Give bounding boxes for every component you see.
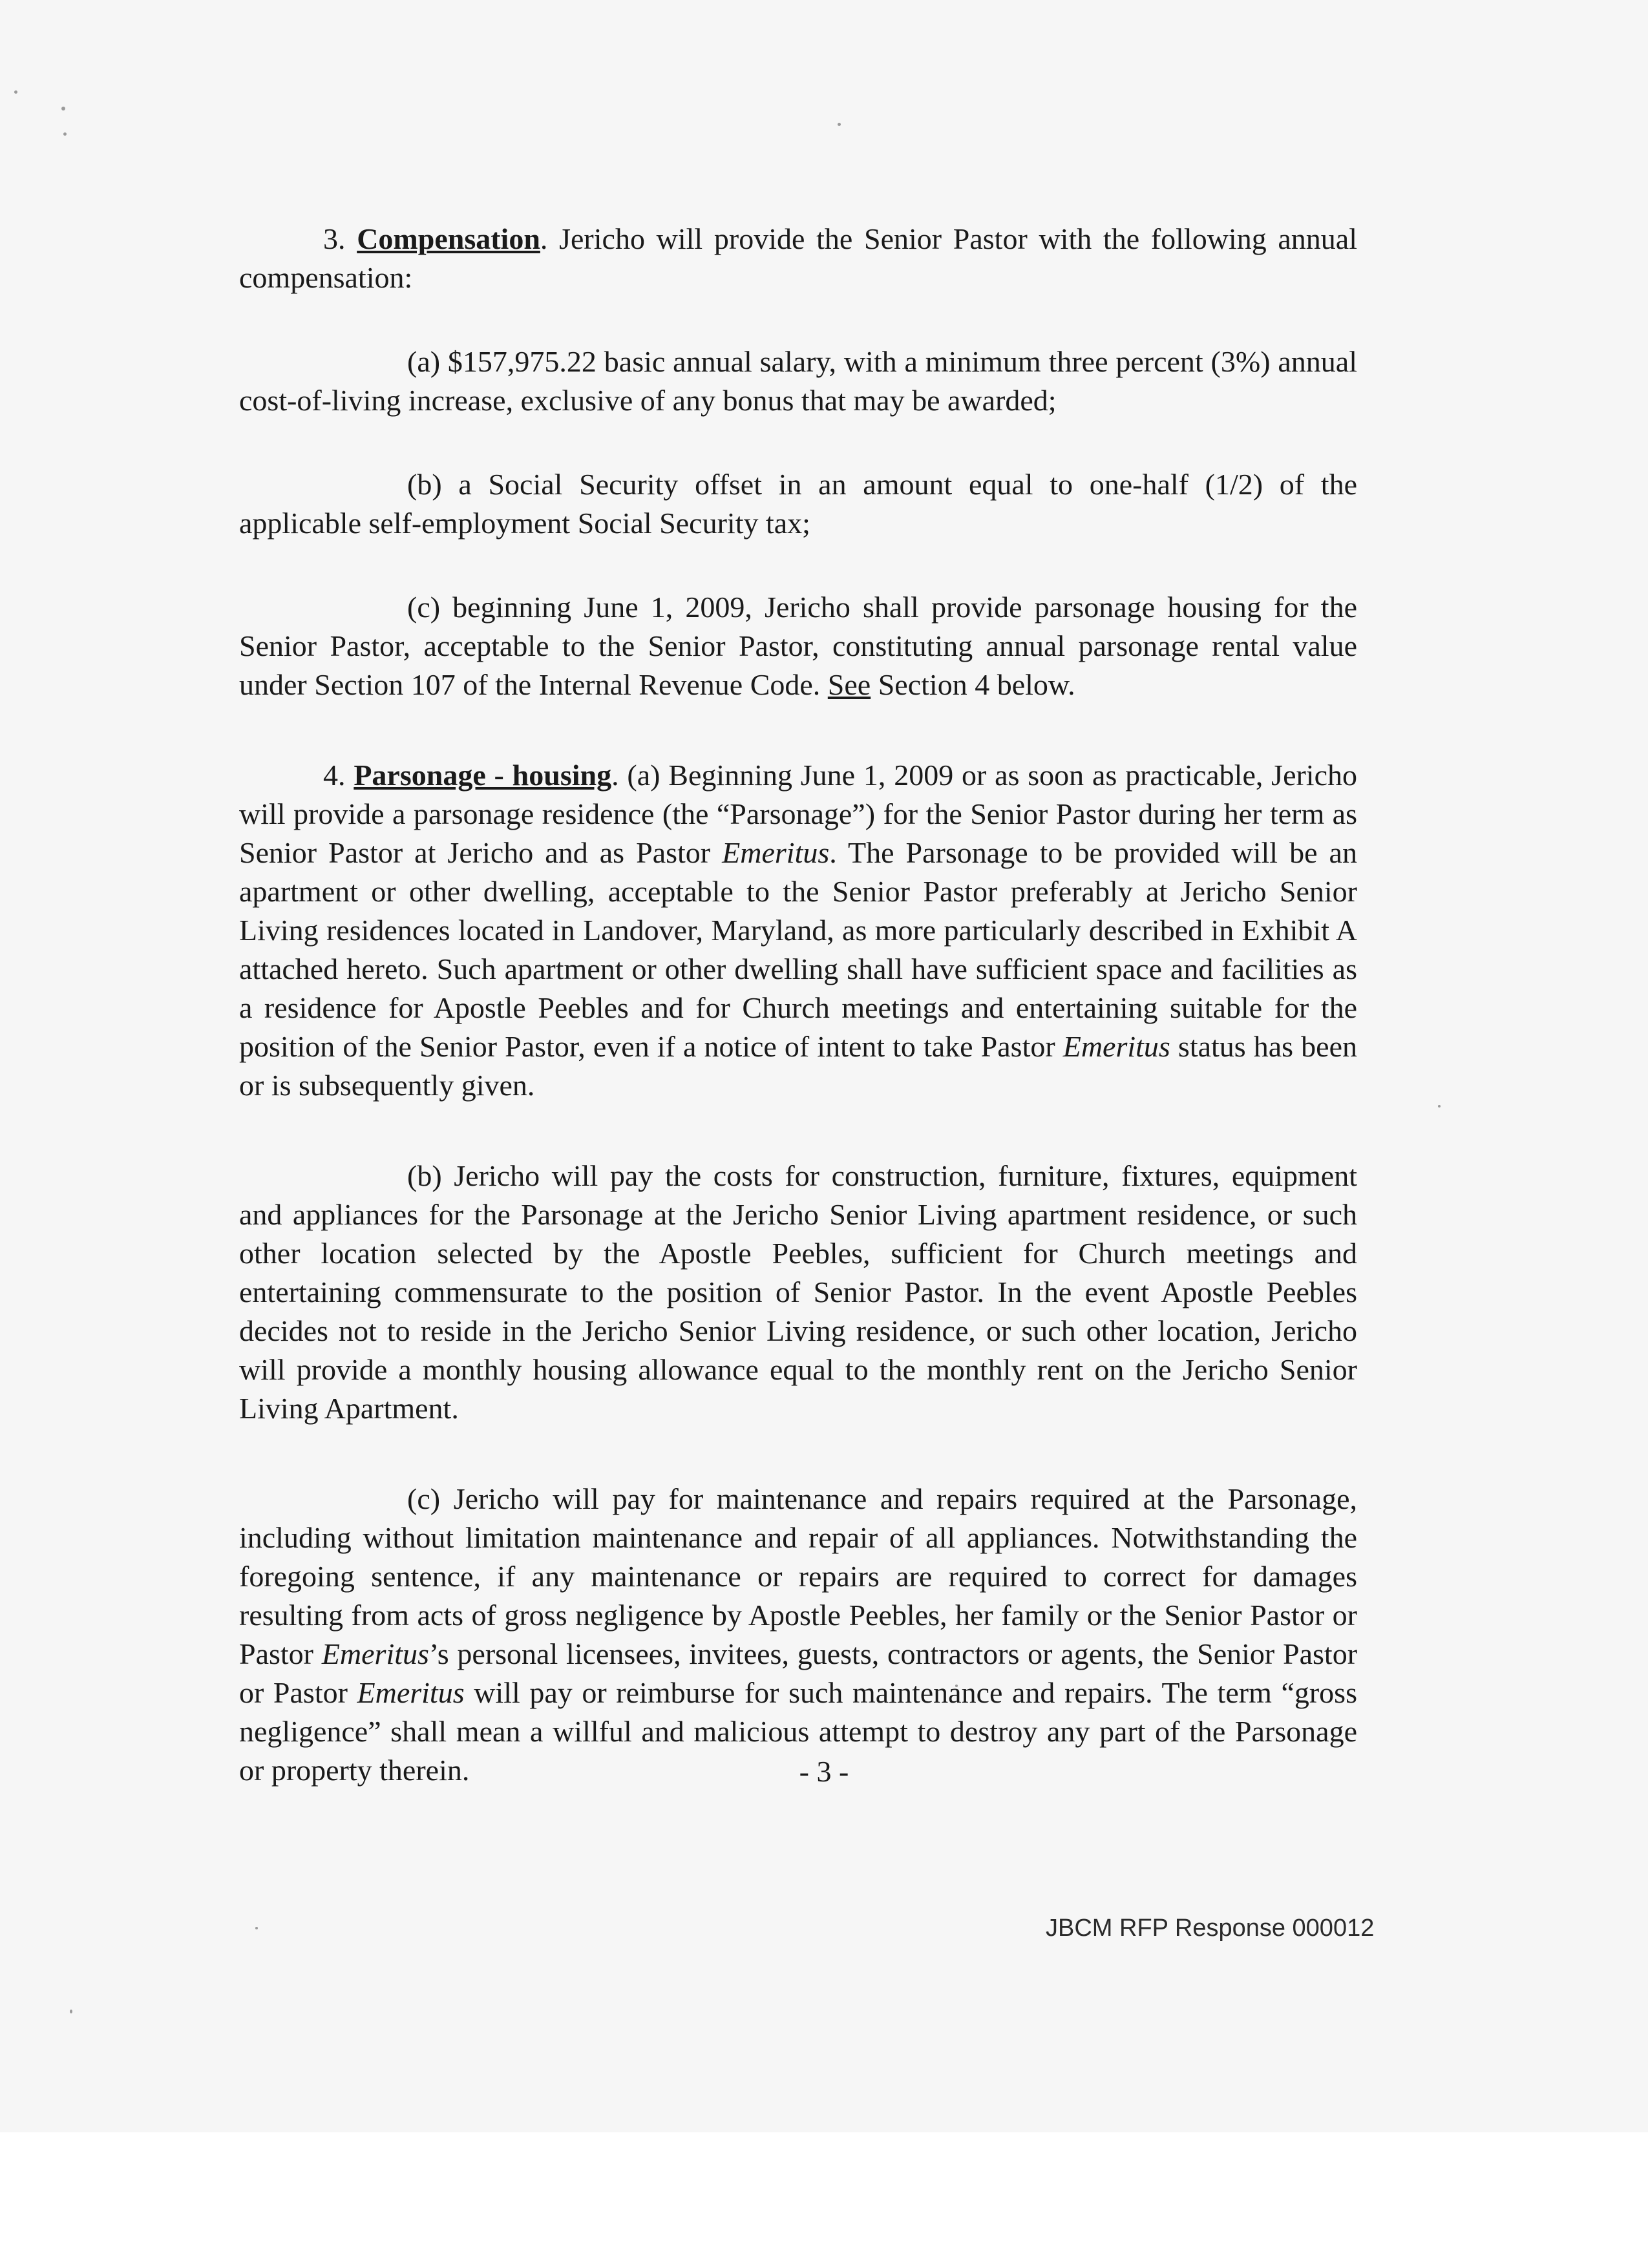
scan-speck [1438,1105,1441,1108]
para-c-text-2: ’s personal licensees, invitees, guests, contractors or agents, the Senior Pastor or Pastor [239,1637,1358,1709]
section-3-heading: Compensation [357,222,540,255]
section-4-para-b: (b) Jericho will pay the costs for construction, furniture, fixtures, equipment and appliances for the Parsonage at the Jericho Senior Living apartment residence, or such other location selected by the Apostle Peebles, sufficient for Church meetings and entertaining commensurate to the position of Senior Pastor. In the event Apostle Peebles decides not to reside in the Jericho Senior Living residence, or such other location, Jericho will provide a monthly housing allowance equal to the monthly rent on the Jericho Senior Living Apartment. [239,1159,1357,1425]
scan-speck [63,132,67,136]
item-c-text: (c) beginning June 1, 2009, Jericho shall provide parsonage housing for the Senior Pastor, acceptable to the Senior Pastor, constituting annual parsonage rental value under Section 107 of the Internal Revenue Code. [239,591,1357,701]
section-4-heading: Parsonage - housing [354,759,612,792]
emeritus-term: Emeritus [321,1637,429,1670]
page-number: - 3 - [799,1755,849,1788]
section-3-number: 3. [323,222,346,255]
section-4-para-c [239,1480,1357,1790]
para-a-text-3: status has been or is subsequently given. [239,1030,1357,1102]
compensation-item-a: (a) $157,975.22 basic annual salary, with a minimum three percent (3%) annual cost-of-living increase, exclusive of any bonus that may be awarded; [239,345,1357,417]
emeritus-term: Emeritus [1062,1030,1170,1063]
para-c-text-3: will pay or reimburse for such maintenance and repairs. The term “gross negligence” shall mean a willful and malicious attempt to destroy any part of the Parsonage or property therein. [239,1676,1357,1787]
document-body [239,220,1357,1790]
scan-speck [61,107,65,110]
scan-speck [14,90,17,94]
compensation-item-c [239,588,1357,704]
section-3-intro-text: . Jericho will provide the Senior Pastor with the following annual compensation: [239,222,1358,294]
para-c-text-1: (c) Jericho will pay for maintenance and repairs required at the Parsonage, including without limitation maintenance and repair of all appliances. Notwithstanding the foregoing sentence, if any maintenance or repairs are required to correct for damages resulting from acts of gross negligence by Apostle Peebles, her family or the Senior Pastor or Pastor [239,1482,1357,1670]
section-4-number: 4. [323,759,346,792]
emeritus-term: Emeritus [357,1676,465,1709]
compensation-item-b: (b) a Social Security offset in an amount equal to one-half (1/2) of the applicable self-employment Social Security tax; [239,468,1357,540]
section-4-para-a [239,756,1357,1105]
section-3-intro [239,220,1357,297]
scan-speck [838,123,841,126]
para-a-text-2: . The Parsonage to be provided will be an apartment or other dwelling, acceptable to the Senior Pastor preferably at Jericho Senior Living residences located in Landover, Maryland, as more particularly described in Exhibit A attached hereto. Such apartment or other dwelling shall have sufficient space and facilities as a residence for Apostle Peebles and for Church meetings and entertaining suitable for the position of the Senior Pastor, even if a notice of intent to take Pastor [239,836,1357,1063]
scan-margin [0,2132,1648,2268]
para-a-text-1: . (a) Beginning June 1, 2009 or as soon as practicable, Jericho will provide a parsonage residence (the “Parsonage”) for the Senior Pastor during her term as Senior Pastor at Jericho and as Pastor [239,759,1358,869]
item-c-reference: Section 4 below. [871,668,1075,701]
emeritus-term: Emeritus [722,836,830,869]
scan-speck [70,2010,72,2013]
bates-label: JBCM RFP Response 000012 [1046,1915,1375,1942]
see-reference: See [827,668,871,701]
scan-speck [255,1927,258,1929]
